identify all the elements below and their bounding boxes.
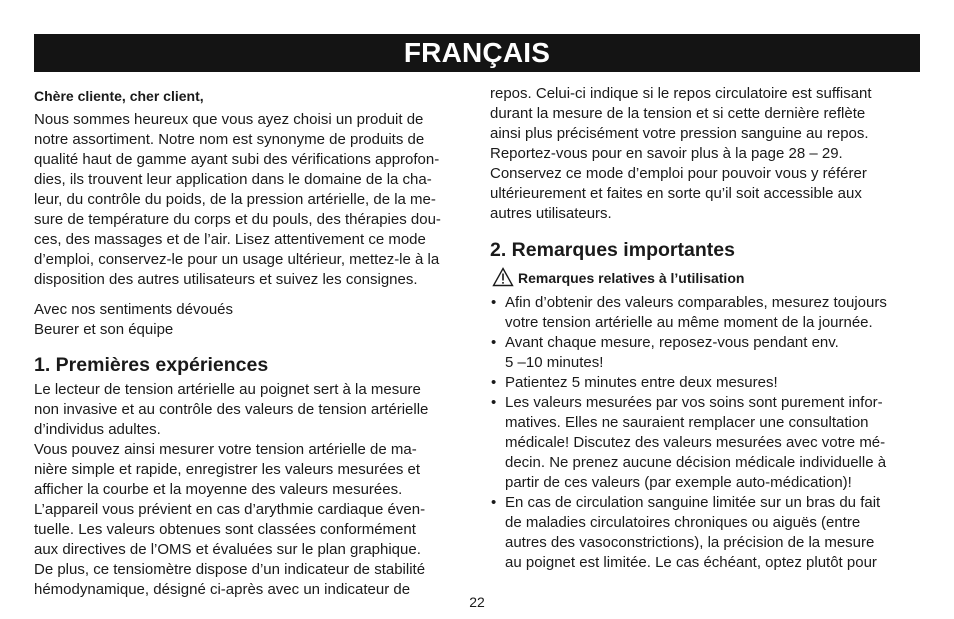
text-line: matives. Elles ne sauraient remplacer une consultation [505, 414, 869, 431]
text-line: Afin d’obtenir des valeurs comparables, mesurez toujours [505, 294, 887, 311]
list-item [490, 393, 920, 493]
text-line: disposition des autres utilisateurs et suivez les consignes. [34, 271, 418, 288]
remarks-list [490, 293, 920, 573]
salutation: Chère cliente, cher client, [34, 88, 204, 104]
text-line: En cas de circulation sanguine limitée sur un bras du fait [505, 494, 881, 511]
warning-subheading [492, 267, 920, 287]
intro-paragraph [34, 110, 462, 290]
warning-triangle-icon [492, 267, 514, 287]
text-line: L’appareil vous prévient en cas d’arythmie cardiaque éven- [34, 501, 426, 518]
bullet: • [491, 294, 497, 311]
right-column [490, 84, 920, 573]
text-line: sure de température du corps et du pouls, des thérapies dou- [34, 211, 441, 228]
page-title: FRANÇAIS [403, 37, 551, 68]
text-line: autres utilisateurs. [490, 205, 612, 222]
text-line: au poignet est limitée. Le cas échéant, optez plutôt pour [505, 554, 877, 571]
text-line: d’individus adultes. [34, 421, 161, 438]
text-line: partir de ces valeurs (par exemple auto-médication)! [505, 474, 852, 491]
text-line: Le lecteur de tension artérielle au poignet sert à la mesure [34, 381, 421, 398]
text-line: Avec nos sentiments dévoués [34, 301, 234, 318]
text-line: Nous sommes heureux que vous ayez choisi un produit de [34, 111, 424, 128]
text-line: leur, du contrôle du poids, de la pression artérielle, de la me- [34, 191, 436, 208]
text-line: afficher la courbe et la moyenne des valeurs mesurées. [34, 481, 403, 498]
list-item [490, 493, 920, 573]
text-line: dies, ils trouvent leur application dans le domaine de la cha- [34, 171, 432, 188]
list-item [490, 293, 920, 333]
page-number: 22 [469, 594, 485, 610]
section-1-heading: 1. Premières expériences [34, 354, 269, 376]
text-line: Les valeurs mesurées par vos soins sont purement infor- [505, 394, 883, 411]
section-1-body [34, 380, 462, 600]
text-line: médicale! Discutez des valeurs mesurées avec votre mé- [505, 434, 886, 451]
bullet: • [491, 374, 497, 391]
section-2-heading: 2. Remarques importantes [490, 239, 735, 261]
text-line: ultérieurement et faites en sorte qu’il soit accessible aux [490, 185, 862, 202]
text-line: tuelle. Les valeurs obtenues sont classées conformément [34, 521, 416, 538]
list-item [490, 333, 920, 373]
text-line: ces, des massages et de l’air. Lisez attentivement ce mode [34, 231, 426, 248]
text-line: hémodynamique, désigné ci-après avec un indicateur de [34, 581, 411, 598]
text-line: Vous pouvez ainsi mesurer votre tension artérielle de ma- [34, 441, 417, 458]
text-line: repos. Celui-ci indique si le repos circulatoire est suffisant [490, 85, 872, 102]
text-line: Conservez ce mode d’emploi pour pouvoir vous y référer [490, 165, 867, 182]
bullet: • [491, 334, 497, 351]
list-item [490, 373, 920, 393]
text-line: de maladies circulatoires chroniques ou aiguës (entre [505, 514, 861, 531]
text-line: Reportez-vous pour en savoir plus à la page 28 – 29. [490, 145, 843, 162]
left-column [34, 84, 462, 600]
text-line: ainsi plus précisément votre pression sanguine au repos. [490, 125, 869, 142]
text-line: De plus, ce tensiomètre dispose d’un indicateur de stabilité [34, 561, 426, 578]
warning-title: Remarques relatives à l’utilisation [518, 270, 745, 286]
text-line: Patientez 5 minutes entre deux mesures! [505, 374, 778, 391]
text-line: qualité haut de gamme ayant subi des vérifications approfon- [34, 151, 440, 168]
text-line: non invasive et au contrôle des valeurs de tension artérielle [34, 401, 429, 418]
text-line: votre tension artérielle au même moment de la journée. [505, 314, 873, 331]
text-line: notre assortiment. Notre nom est synonyme de produits de [34, 131, 425, 148]
bullet: • [491, 394, 497, 411]
text-line: d’emploi, conservez-le pour un usage ultérieur, mettez-le à la [34, 251, 440, 268]
text-line: 5 –10 minutes! [505, 354, 604, 371]
text-line: decin. Ne prenez aucune décision médicale individuelle à [505, 454, 887, 471]
text-line: Avant chaque mesure, reposez-vous pendant env. [505, 334, 839, 351]
text-line: Beurer et son équipe [34, 321, 174, 338]
text-line: autres des vasoconstrictions), la précision de la mesure [505, 534, 875, 551]
bullet: • [491, 494, 497, 511]
closing-paragraph [34, 300, 462, 340]
text-line: aux directives de l’OMS et évaluées sur le plan graphique. [34, 541, 421, 558]
continued-paragraph [490, 84, 920, 224]
language-banner [34, 34, 920, 72]
text-line: nière simple et rapide, enregistrer les valeurs mesurées et [34, 461, 421, 478]
text-line: durant la mesure de la tension et si cette dernière reflète [490, 105, 866, 122]
